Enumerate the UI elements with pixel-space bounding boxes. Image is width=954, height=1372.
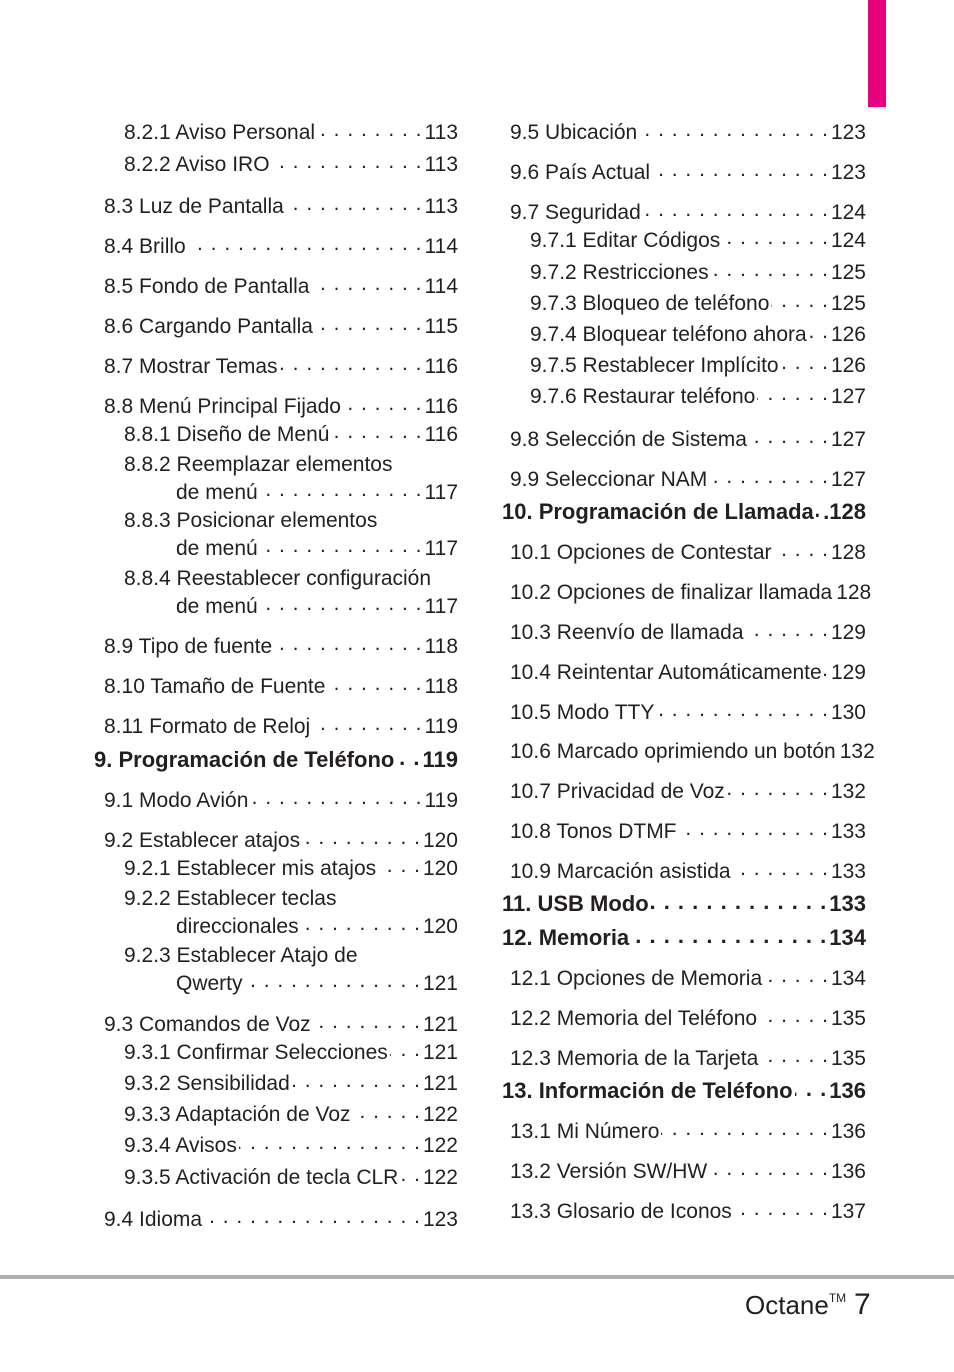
toc-page-number: 114 xyxy=(424,275,458,298)
toc-entry[interactable] xyxy=(510,1157,866,1185)
toc-entry-title: 10.3 Reenvío de llamada xyxy=(510,621,744,644)
toc-entry-title: 12. Memoria xyxy=(502,925,630,950)
toc-entry[interactable] xyxy=(124,420,458,448)
toc-entry[interactable] xyxy=(510,1117,866,1145)
toc-entry[interactable] xyxy=(124,1131,458,1159)
toc-entry-title: 9.3.2 Sensibilidad xyxy=(124,1072,290,1095)
toc-entry[interactable] xyxy=(510,618,866,646)
toc-page-number: 118 xyxy=(424,635,458,658)
toc-page-number: 120 xyxy=(422,829,458,852)
toc-entry-title: 9.2.3 Establecer Atajo de xyxy=(124,944,358,967)
toc-page-number: 125 xyxy=(830,261,866,284)
dot-leader xyxy=(260,534,423,555)
toc-entry[interactable] xyxy=(104,826,458,854)
toc-entry-title: 13.2 Versión SW/HW xyxy=(510,1160,708,1183)
dot-leader xyxy=(280,352,423,373)
toc-page-number: 114 xyxy=(424,235,458,258)
toc-page-number: 121 xyxy=(422,1072,458,1095)
toc-page-number: 136 xyxy=(830,1160,866,1183)
dot-leader xyxy=(331,420,422,441)
toc-entry-title: 9.2.1 Establecer mis atajos xyxy=(124,857,377,880)
toc-entry[interactable] xyxy=(124,1100,458,1128)
toc-entry-title: 13.1 Mi Número xyxy=(510,1120,660,1143)
dot-leader xyxy=(746,618,829,639)
toc-entry[interactable] xyxy=(104,1010,458,1038)
toc-page-number: 119 xyxy=(424,715,458,738)
toc-entry-title: 10.7 Privacidad de Voz xyxy=(510,780,725,803)
toc-page-number: 116 xyxy=(424,355,458,378)
toc-page-number: 129 xyxy=(830,661,866,684)
toc-entry[interactable] xyxy=(176,534,458,562)
toc-entry[interactable] xyxy=(510,777,866,805)
toc-entry[interactable] xyxy=(124,1163,458,1191)
toc-page-number: 119 xyxy=(424,789,458,812)
toc-entry[interactable] xyxy=(510,465,866,493)
toc-page-number: 120 xyxy=(422,857,458,880)
toc-page-number: 137 xyxy=(830,1200,866,1223)
toc-entry-title: 9.7 Seguridad xyxy=(510,201,641,224)
toc-entry[interactable] xyxy=(176,969,458,997)
dot-leader xyxy=(661,1117,829,1138)
dot-leader xyxy=(204,1205,421,1226)
dot-leader xyxy=(292,1069,421,1090)
toc-entry-title: 8.4 Brillo xyxy=(104,235,186,258)
dot-leader xyxy=(652,158,829,179)
toc-entry[interactable] xyxy=(104,786,458,814)
toc-entry[interactable] xyxy=(510,737,875,765)
toc-entry-title: 13. Información de Teléfono xyxy=(502,1078,793,1103)
toc-entry-title: 10.4 Reintentar Automáticamente xyxy=(510,661,822,684)
toc-entry[interactable] xyxy=(124,118,458,146)
dot-leader xyxy=(722,226,829,247)
toc-entry[interactable] xyxy=(510,658,866,686)
toc-entry-title: 9.3.5 Activación de tecla CLR xyxy=(124,1166,399,1189)
toc-page-number: 113 xyxy=(424,153,458,176)
toc-page-number: 121 xyxy=(422,1013,458,1036)
toc-entry-title: de menú xyxy=(176,595,258,618)
toc-entry[interactable] xyxy=(176,478,458,506)
toc-entry[interactable] xyxy=(530,289,866,317)
toc-page-number: 133 xyxy=(830,820,866,843)
toc-entry[interactable] xyxy=(124,854,458,882)
toc-page-number: 132 xyxy=(839,740,875,763)
toc-entry-title: 10.8 Tonos DTMF xyxy=(510,820,677,843)
toc-page-number: 118 xyxy=(424,675,458,698)
toc-entry-title: 8.8 Menú Principal Fijado xyxy=(104,395,341,418)
toc-entry[interactable] xyxy=(104,312,458,340)
dot-leader xyxy=(757,382,829,403)
toc-entry-title: 8.8.3 Posicionar elementos xyxy=(124,509,378,532)
footer-rule xyxy=(0,1275,954,1279)
toc-entry[interactable] xyxy=(530,258,866,286)
dot-leader xyxy=(631,923,827,945)
toc-entry-title: 9.7.6 Restaurar teléfono xyxy=(530,385,756,408)
dot-leader xyxy=(313,1010,421,1031)
toc-entry[interactable] xyxy=(104,1205,458,1233)
toc-entry-title: 8.2.2 Aviso IRO xyxy=(124,153,270,176)
toc-page-number: 128 xyxy=(830,541,866,564)
toc-page-number: 121 xyxy=(422,972,458,995)
toc-entry-title: 9.3 Comandos de Voz xyxy=(104,1013,311,1036)
toc-entry[interactable] xyxy=(510,158,866,186)
dot-leader xyxy=(711,258,829,279)
dot-leader xyxy=(327,672,422,693)
toc-entry[interactable] xyxy=(104,192,458,220)
dot-leader xyxy=(274,632,422,653)
toc-entry-title: 9.3.3 Adaptación de Voz xyxy=(124,1103,351,1126)
toc-page-number: 117 xyxy=(424,481,458,504)
toc-page-number: 122 xyxy=(422,1166,458,1189)
toc-entry[interactable] xyxy=(510,698,866,726)
toc-entry-title: 9.5 Ubicación xyxy=(510,121,638,144)
dot-leader xyxy=(709,1157,829,1178)
toc-entry-title: 9.4 Idioma xyxy=(104,1208,203,1231)
toc-entry-title: 9.2 Establecer atajos xyxy=(104,829,301,852)
toc-page-number: 134 xyxy=(830,967,866,990)
toc-entry-title: 9. Programación de Teléfono xyxy=(94,747,395,772)
dot-leader xyxy=(809,320,829,341)
toc-entry-title: 9.1 Modo Avión xyxy=(104,789,249,812)
dot-leader xyxy=(343,392,423,413)
dot-leader xyxy=(733,857,829,878)
page-number: 7 xyxy=(854,1288,871,1321)
toc-entry[interactable] xyxy=(124,1038,458,1066)
toc-page-number: 116 xyxy=(424,423,458,446)
toc-entry[interactable] xyxy=(530,320,866,348)
toc-entry-title: 12.2 Memoria del Teléfono xyxy=(510,1007,758,1030)
toc-entry-title: 8.8.4 Reestablecer configuración xyxy=(124,567,432,590)
toc-page-number: 126 xyxy=(830,354,866,377)
dot-leader xyxy=(286,192,423,213)
toc-page-number: 132 xyxy=(830,780,866,803)
toc-entry[interactable] xyxy=(510,198,866,226)
toc-page-number: 135 xyxy=(830,1047,866,1070)
toc-entry[interactable] xyxy=(510,538,866,566)
toc-entry-title: 8.9 Tipo de fuente xyxy=(104,635,273,658)
toc-page-number: 125 xyxy=(830,292,866,315)
dot-leader xyxy=(639,118,829,139)
dot-leader xyxy=(302,826,421,847)
toc-entry[interactable] xyxy=(104,632,458,660)
toc-entry-title: 10.1 Opciones de Contestar xyxy=(510,541,772,564)
dot-leader xyxy=(759,1004,829,1025)
toc-entry-title: 9.7.3 Bloqueo de teléfono xyxy=(530,292,770,315)
toc-page-number: 136 xyxy=(829,1078,866,1103)
toc-entry-title: 9.7.5 Restablecer Implícito xyxy=(530,354,779,377)
toc-entry-title: 9.3.1 Confirmar Selecciones xyxy=(124,1041,388,1064)
dot-leader xyxy=(764,964,829,985)
dot-leader xyxy=(396,745,420,767)
toc-entry-title: 10.9 Marcación asistida xyxy=(510,860,731,883)
dot-leader xyxy=(312,272,423,293)
toc-entry-title: 9.8 Selección de Sistema xyxy=(510,428,747,451)
dot-leader xyxy=(774,538,829,559)
toc-section-heading[interactable] xyxy=(94,745,458,773)
toc-page-number: 127 xyxy=(830,468,866,491)
toc-page-number: 122 xyxy=(422,1103,458,1126)
toc-entry-title: 13.3 Glosario de Iconos xyxy=(510,1200,732,1223)
toc-entry[interactable] xyxy=(104,352,458,380)
toc-entry[interactable] xyxy=(510,1044,866,1072)
dot-leader xyxy=(760,1044,829,1065)
footer-brand xyxy=(745,1290,846,1321)
dot-leader xyxy=(781,351,829,372)
toc-section-heading[interactable] xyxy=(502,1076,866,1104)
toc-entry-title: 9.7.4 Bloquear teléfono ahora xyxy=(530,323,807,346)
toc-entry[interactable] xyxy=(104,672,458,700)
dot-leader xyxy=(771,289,829,310)
toc-entry[interactable] xyxy=(530,226,866,254)
toc-entry-title: 11. USB Modo xyxy=(502,891,649,916)
dot-leader xyxy=(727,777,829,798)
toc-entry-title: 10. Programación de Llamada xyxy=(502,499,814,524)
dot-leader xyxy=(301,912,421,933)
toc-page-number: 123 xyxy=(830,161,866,184)
toc-section-heading[interactable] xyxy=(502,889,866,917)
dot-leader xyxy=(679,817,829,838)
toc-page-number: 119 xyxy=(422,747,458,772)
toc-entry-title: 10.2 Opciones de finalizar llamada xyxy=(510,581,833,604)
toc-page-number: 133 xyxy=(829,891,866,916)
dot-leader xyxy=(245,969,421,990)
toc-page-number: 120 xyxy=(422,915,458,938)
trademark-symbol: TM xyxy=(828,1291,847,1305)
toc-entry-title: 9.3.4 Avisos xyxy=(124,1134,237,1157)
toc-page-number: 135 xyxy=(830,1007,866,1030)
toc-entry[interactable] xyxy=(510,1004,866,1032)
toc-page-number: 124 xyxy=(830,201,866,224)
dot-leader xyxy=(239,1131,421,1152)
dot-leader xyxy=(400,1163,421,1184)
toc-entry[interactable] xyxy=(104,232,458,260)
dot-leader xyxy=(749,425,829,446)
toc-entry-title: 8.3 Luz de Pantalla xyxy=(104,195,284,218)
toc-section-heading[interactable] xyxy=(502,923,866,951)
toc-entry[interactable] xyxy=(510,857,866,885)
toc-entry-title: 9.7.1 Editar Códigos xyxy=(530,229,721,252)
dot-leader xyxy=(795,1076,828,1098)
toc-entry-title: 9.9 Seleccionar NAM xyxy=(510,468,708,491)
toc-entry[interactable] xyxy=(104,712,458,740)
toc-page-number: 124 xyxy=(830,229,866,252)
toc-entry-title: 9.6 País Actual xyxy=(510,161,651,184)
dot-leader xyxy=(390,1038,421,1059)
toc-entry-title: 8.11 Formato de Reloj xyxy=(104,715,311,738)
toc-entry-title: 8.2.1 Aviso Personal xyxy=(124,121,316,144)
toc-page-number: 122 xyxy=(422,1134,458,1157)
toc-entry-title: 8.10 Tamaño de Fuente xyxy=(104,675,326,698)
dot-leader xyxy=(353,1100,421,1121)
dot-leader xyxy=(656,698,829,719)
toc-entry-title: de menú xyxy=(176,537,258,560)
dot-leader xyxy=(378,854,421,875)
dot-leader xyxy=(250,786,422,807)
toc-entry[interactable] xyxy=(510,964,866,992)
toc-entry-title: 8.8.2 Reemplazar elementos xyxy=(124,453,393,476)
toc-entry[interactable] xyxy=(104,392,458,420)
toc-entry-title: 12.3 Memoria de la Tarjeta xyxy=(510,1047,759,1070)
toc-entry[interactable] xyxy=(510,118,866,146)
dot-leader xyxy=(260,592,423,613)
dot-leader xyxy=(709,465,829,486)
toc-entry[interactable] xyxy=(530,382,866,410)
toc-entry[interactable] xyxy=(176,592,458,620)
dot-leader xyxy=(643,198,829,219)
toc-entry[interactable] xyxy=(510,1197,866,1225)
toc-entry-title: direccionales xyxy=(176,915,299,938)
section-tab-marker xyxy=(868,0,886,107)
toc-entry[interactable] xyxy=(176,912,458,940)
toc-page-number: 113 xyxy=(424,121,458,144)
toc-entry-title: 10.6 Marcado oprimiendo un botón xyxy=(510,740,836,763)
toc-entry-title: 12.1 Opciones de Memoria xyxy=(510,967,763,990)
toc-page-number: 117 xyxy=(424,537,458,560)
toc-page-number: 115 xyxy=(424,315,458,338)
toc-entry-title: 10.5 Modo TTY xyxy=(510,701,655,724)
toc-page-number: 136 xyxy=(830,1120,866,1143)
toc-entry-title: Qwerty xyxy=(176,972,243,995)
toc-page-number: 127 xyxy=(830,385,866,408)
dot-leader xyxy=(188,232,423,253)
toc-entry[interactable] xyxy=(124,1069,458,1097)
toc-page-number: 130 xyxy=(830,701,866,724)
brand-name: Octane xyxy=(745,1290,829,1320)
toc-entry[interactable] xyxy=(510,817,866,845)
toc-page-number: 123 xyxy=(422,1208,458,1231)
toc-entry-title: 8.5 Fondo de Pantalla xyxy=(104,275,310,298)
dot-leader xyxy=(317,118,422,139)
toc-page-number: .128 xyxy=(823,499,866,524)
toc-page-number: 121 xyxy=(422,1041,458,1064)
toc-entry-title: de menú xyxy=(176,481,258,504)
toc-page-number: 129 xyxy=(830,621,866,644)
toc-entry[interactable] xyxy=(510,425,866,453)
dot-leader xyxy=(312,712,422,733)
toc-page-number: 116 xyxy=(424,395,458,418)
dot-leader xyxy=(272,150,423,171)
toc-section-heading[interactable] xyxy=(502,497,866,525)
dot-leader xyxy=(734,1197,829,1218)
toc-entry[interactable] xyxy=(510,578,872,606)
dot-leader xyxy=(315,312,423,333)
dot-leader xyxy=(260,478,423,499)
toc-page-number: 128 xyxy=(836,581,872,604)
toc-page-number: 126 xyxy=(830,323,866,346)
dot-leader xyxy=(816,497,821,519)
dot-leader xyxy=(824,658,829,679)
toc-entry-title: 9.2.2 Establecer teclas xyxy=(124,887,337,910)
toc-entry[interactable] xyxy=(104,272,458,300)
toc-page-number: 117 xyxy=(424,595,458,618)
toc-entry-title: 9.7.2 Restricciones xyxy=(530,261,709,284)
toc-page-number: 127 xyxy=(830,428,866,451)
toc-entry[interactable] xyxy=(530,351,866,379)
toc-page-number: 134 xyxy=(829,925,866,950)
toc-entry[interactable] xyxy=(124,150,458,178)
toc-entry-title: 8.6 Cargando Pantalla xyxy=(104,315,313,338)
toc-page-number: 113 xyxy=(424,195,458,218)
toc-page-number: 123 xyxy=(830,121,866,144)
toc-entry-title: 8.7 Mostrar Temas xyxy=(104,355,278,378)
dot-leader xyxy=(651,889,828,911)
toc-page-number: 133 xyxy=(830,860,866,883)
toc-entry-title: 8.8.1 Diseño de Menú xyxy=(124,423,330,446)
